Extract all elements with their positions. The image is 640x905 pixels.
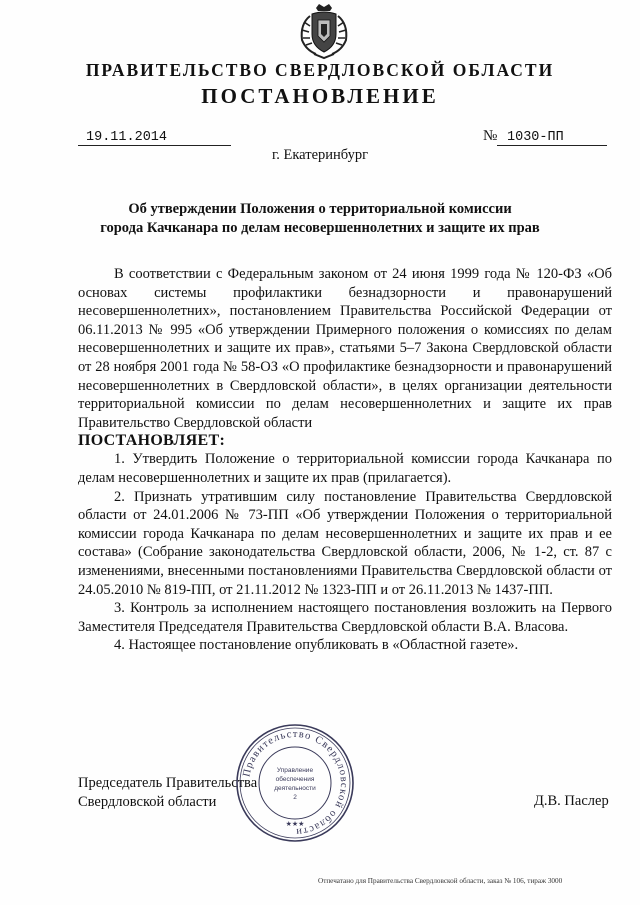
document-body — [78, 265, 612, 655]
organization-name: ПРАВИТЕЛЬСТВО СВЕРДЛОВСКОЙ ОБЛАСТИ — [85, 60, 555, 80]
title-line: города Качканара по делам несовершеннолетних и защите их прав — [100, 220, 540, 236]
number-label: № — [483, 128, 498, 144]
document-type: ПОСТАНОВЛЕНИЕ — [201, 84, 439, 108]
print-note: Отпечатано для Правительства Свердловской области, заказ № 106, тираж 3000 — [318, 877, 563, 885]
signatory-name: Д.В. Паслер — [534, 793, 609, 809]
document-date: 19.11.2014 — [78, 130, 231, 146]
position-line: Свердловской области — [78, 794, 217, 810]
signatory-position — [78, 774, 257, 812]
preamble-paragraph: В соответствии с Федеральным законом от 24 июня 1999 года № 120-ФЗ «Об основах системы профилактики безнадзорности и правонарушений несовершеннолетних», постановлением Правительства Российской Федерации от 06.11.2013 № 995 «Об утверждении Примерного положения о комиссиях по делам несовершеннолетних и защите их прав», статьями 5–7 Закона Свердловской области от 28 ноября 2001 года № 58-ОЗ «О профилактике безнадзорности и правонарушений несовершеннолетних в Свердловской области», в целях организации деятельности территориальной комиссии по делам несовершеннолетних и защите их прав Правительство Свердловской области — [78, 266, 612, 431]
svg-text:деятельности: деятельности — [274, 785, 316, 792]
decree-word: ПОСТАНОВЛЯЕТ: — [78, 432, 226, 450]
official-seal-stamp — [234, 722, 356, 844]
title-line: Об утверждении Положения о территориальной комиссии — [128, 201, 512, 217]
svg-text:обеспечения: обеспечения — [275, 776, 315, 783]
decree-item: 2. Признать утратившим силу постановление Правительства Свердловской области от 24.01.2006 № 73-ПП «Об утверждении Положения о территориальной комиссии города Качканара по делам несовершеннолетних и защите их прав и ее состава» (Собрание законодательства Свердловской области, 2006, № 1-2, ст. 87 с изменениями, внесенными постановлениями Правительства Свердловской области от 24.05.2010 № 819-ПП, от 21.11.2012 № 1323-ПП и от 26.11.2013 № 1437-ПП. — [78, 488, 612, 598]
position-line: Председатель Правительства — [78, 775, 258, 791]
svg-text:Управление: Управление — [276, 767, 314, 774]
svg-text:2: 2 — [293, 794, 297, 801]
document-number: 1030-ПП — [497, 130, 607, 146]
svg-text:★★★: ★★★ — [285, 820, 305, 828]
coat-of-arms-icon — [296, 2, 352, 60]
document-title — [70, 200, 570, 238]
decree-item: 3. Контроль за исполнением настоящего постановления возложить на Первого Заместителя Председателя Правительства Свердловской области В.А. Власова. — [78, 600, 612, 635]
decree-item: 4. Настоящее постановление опубликовать в «Областной газете». — [114, 637, 519, 654]
decree-item: 1. Утвердить Положение о территориальной комиссии города Качканара по делам несовершеннолетних и защите их прав (прилагается). — [78, 451, 612, 486]
city: г. Екатеринбург — [271, 147, 369, 163]
svg-text:Правительство Свердловской обл: Правительство Свердловской области — [241, 728, 350, 838]
